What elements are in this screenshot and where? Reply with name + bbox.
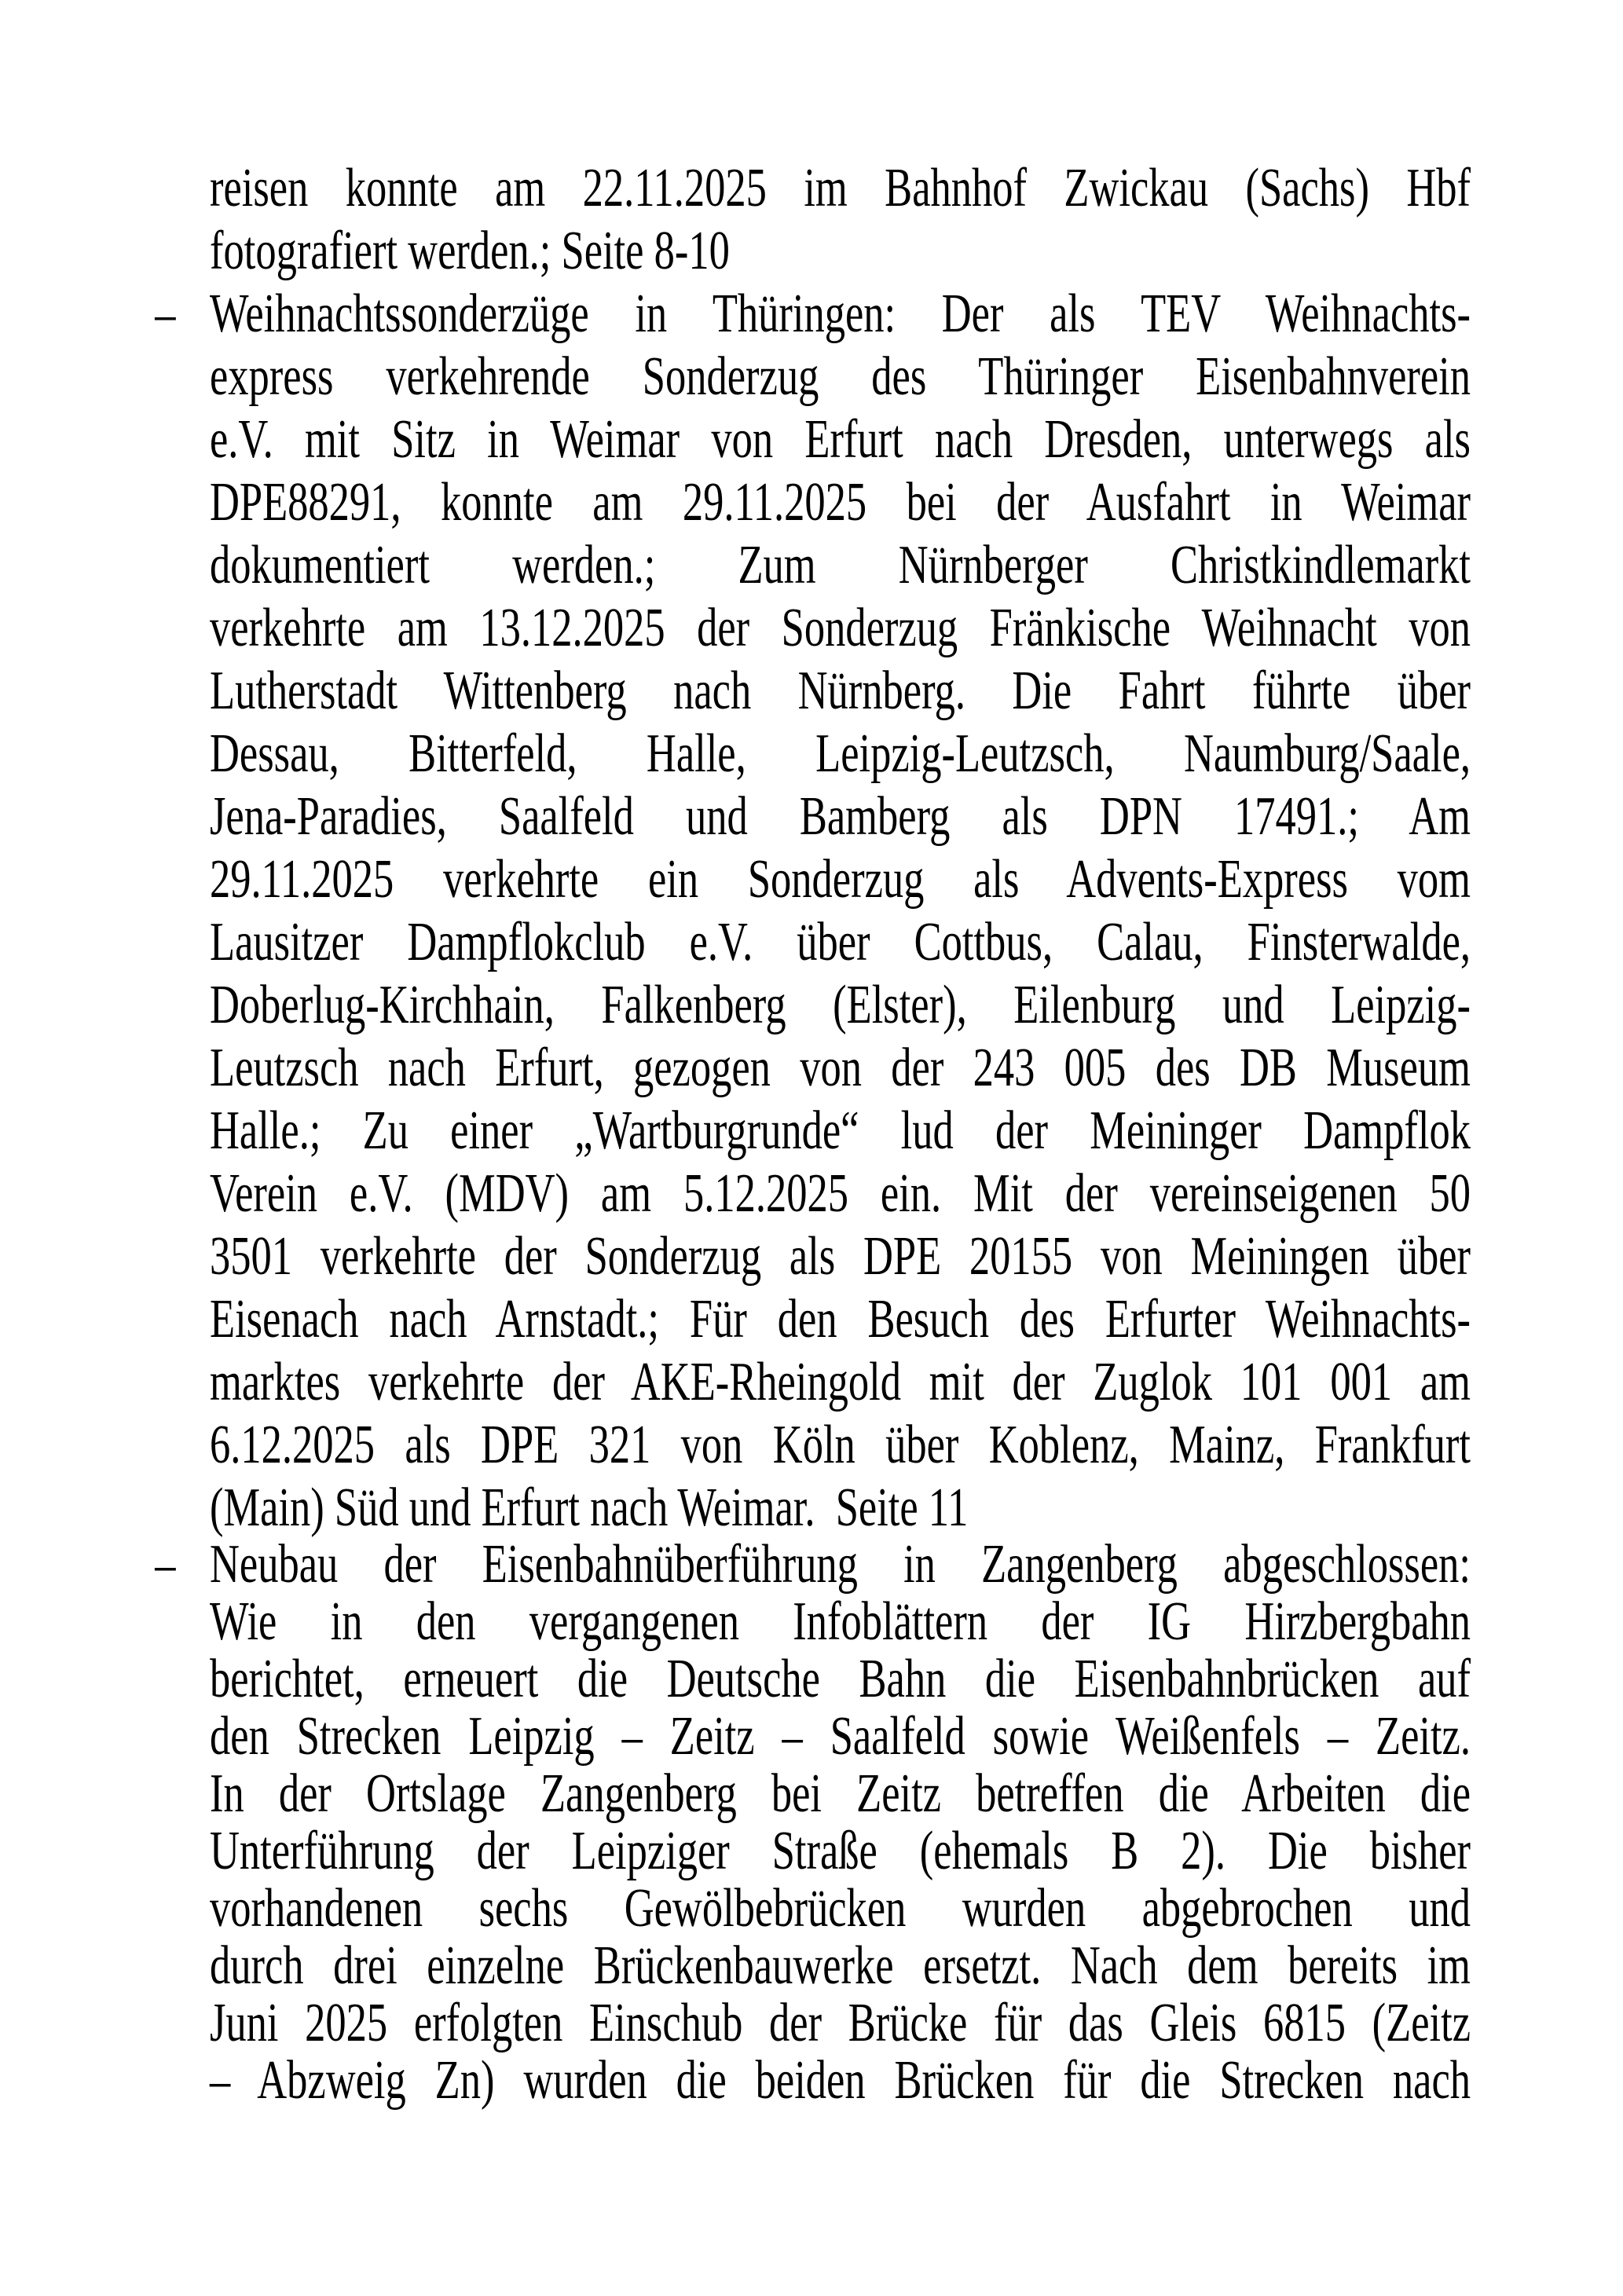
text-line: Eisenach nach Arnstadt.; Für den Besuch des Erfurter Weihnachts- [210, 1289, 1471, 1349]
text-line: express verkehrende Sonderzug des Thüringer Eisenbahnverein [210, 346, 1471, 407]
text-line: durch drei einzelne Brückenbauwerke ersetzt. Nach dem bereits im [210, 1935, 1471, 1996]
text-line: – Abzweig Zn) wurden die beiden Brücken für die Strecken nach [210, 2050, 1471, 2111]
text-line: – Weihnachtssonderzüge in Thüringen: Der als TEV Weihnachts- [155, 284, 1471, 344]
text-line: Wie in den vergangenen Infoblättern der IG Hirzbergbahn [210, 1591, 1471, 1652]
text-line: DPE88291, konnte am 29.11.2025 bei der Ausfahrt in Weimar [210, 472, 1471, 533]
bullet-dash-marker: – [155, 284, 176, 344]
text-block [155, 157, 1471, 2111]
text-line: den Strecken Leipzig – Zeitz – Saalfeld sowie Weißenfels – Zeitz. [210, 1706, 1471, 1767]
text-line: marktes verkehrte der AKE-Rheingold mit der Zuglok 101 001 am [210, 1352, 1471, 1412]
text-line: 29.11.2025 verkehrte ein Sonderzug als Advents-Express vom [210, 849, 1471, 910]
text-line: Verein e.V. (MDV) am 5.12.2025 ein. Mit der vereinseigenen 50 [210, 1163, 1471, 1224]
text-line: Doberlug-Kirchhain, Falkenberg (Elster), Eilenburg und Leipzig- [210, 975, 1471, 1035]
text-line: Jena-Paradies, Saalfeld und Bamberg als DPN 17491.; Am [210, 786, 1471, 847]
text-line: verkehrte am 13.12.2025 der Sonderzug Fränkische Weihnacht von [210, 598, 1471, 658]
text-line: e.V. mit Sitz in Weimar von Erfurt nach Dresden, unterwegs als [210, 409, 1471, 470]
text-line: Unterführung der Leipziger Straße (ehemals B 2). Die bisher [210, 1821, 1471, 1881]
paragraph-continuation [210, 157, 1471, 283]
bullet-dash-marker: – [155, 1534, 176, 1595]
bullet-item [155, 1534, 1471, 2111]
text-line: Halle.; Zu einer „Wartburgrunde“ lud der Meininger Dampflok [210, 1100, 1471, 1161]
text-line: Lutherstadt Wittenberg nach Nürnberg. Die Fahrt führte über [210, 661, 1471, 721]
text-line: vorhandenen sechs Gewölbebrücken wurden abgebrochen und [210, 1878, 1471, 1939]
text-line: berichtet, erneuert die Deutsche Bahn die Eisenbahnbrücken auf [210, 1649, 1471, 1709]
bullet-item [155, 283, 1471, 1540]
text-line: Juni 2025 erfolgten Einschub der Brücke für das Gleis 6815 (Zeitz [210, 1993, 1471, 2053]
text-line: Dessau, Bitterfeld, Halle, Leipzig-Leutzsch, Naumburg/Saale, [210, 723, 1471, 784]
text-line: Lausitzer Dampflokclub e.V. über Cottbus, Calau, Finsterwalde, [210, 912, 1471, 972]
text-line: dokumentiert werden.; Zum Nürnberger Christkindlemarkt [210, 535, 1471, 595]
text-line: 3501 verkehrte der Sonderzug als DPE 20155 von Meiningen über [210, 1226, 1471, 1287]
text-line: Leutzsch nach Erfurt, gezogen von der 243 005 des DB Museum [210, 1038, 1471, 1098]
text-line: – Neubau der Eisenbahnüberführung in Zangenberg abgeschlossen: [155, 1534, 1471, 1595]
text-line: fotografiert werden.; Seite 8-10 [210, 221, 730, 281]
text-line: reisen konnte am 22.11.2025 im Bahnhof Zwickau (Sachs) Hbf [210, 158, 1471, 218]
text-line: (Main) Süd und Erfurt nach Weimar. Seite 11 [210, 1478, 969, 1538]
text-line: 6.12.2025 als DPE 321 von Köln über Koblenz, Mainz, Frankfurt [210, 1415, 1471, 1475]
text-line: In der Ortslage Zangenberg bei Zeitz betreffen die Arbeiten die [210, 1763, 1471, 1824]
